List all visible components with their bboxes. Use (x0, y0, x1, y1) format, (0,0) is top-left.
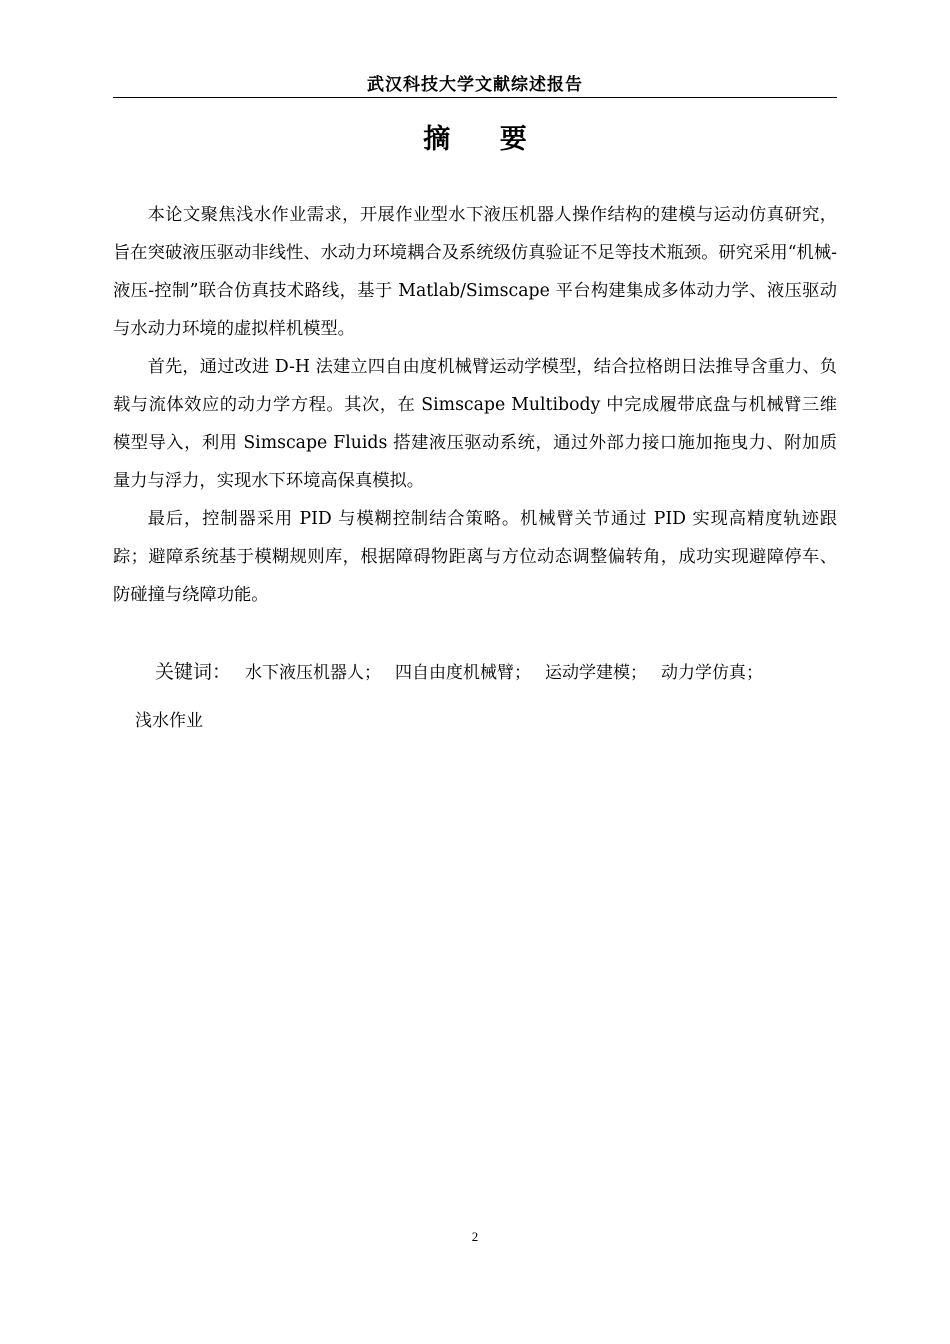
keyword-item: 水下液压机器人； (245, 663, 382, 683)
keywords-section (113, 648, 837, 745)
running-header: 武汉科技大学文献综述报告 (367, 75, 583, 95)
header-rule (113, 97, 837, 98)
keyword-item: 运动学建模； (545, 663, 648, 683)
keywords-line-continued (113, 697, 837, 745)
page-number: 2 (471, 1229, 479, 1244)
abstract-title: 摘 要 (423, 124, 547, 155)
abstract-paragraph-1: 本论文聚焦浅水作业需求，开展作业型水下液压机器人操作结构的建模与运动仿真研究，旨在突破液压驱动非线性、水动力环境耦合及系统级仿真验证不足等技术瓶颈。研究采用“机械-液压-控制”联合仿真技术路线，基于 Matlab/Simscape 平台构建集成多体动力学、液压驱动与水动力环境的虚拟样机模型。 (113, 205, 837, 339)
keyword-item: 动力学仿真； (661, 663, 764, 683)
keywords-line (113, 648, 837, 697)
keyword-item: 四自由度机械臂； (395, 663, 532, 683)
abstract-paragraph-3: 最后，控制器采用 PID 与模糊控制结合策略。机械臂关节通过 PID 实现高精度轨迹跟踪；避障系统基于模糊规则库，根据障碍物距离与方位动态调整偏转角，成功实现避障停车、防碰撞与绕障功能。 (113, 509, 837, 605)
keyword-item: 浅水作业 (135, 711, 203, 731)
keywords-label: 关键词： (155, 661, 232, 683)
abstract-paragraph-2: 首先，通过改进 D-H 法建立四自由度机械臂运动学模型，结合拉格朗日法推导含重力、负载与流体效应的动力学方程。其次，在 Simscape Multibody 中完成履带底盘与机械臂三维模型导入，利用 Simscape Fluids 搭建液压驱动系统，通过外部力接口施加拖曳力、附加质量力与浮力，实现水下环境高保真模拟。 (113, 357, 837, 491)
abstract-body (113, 196, 837, 614)
